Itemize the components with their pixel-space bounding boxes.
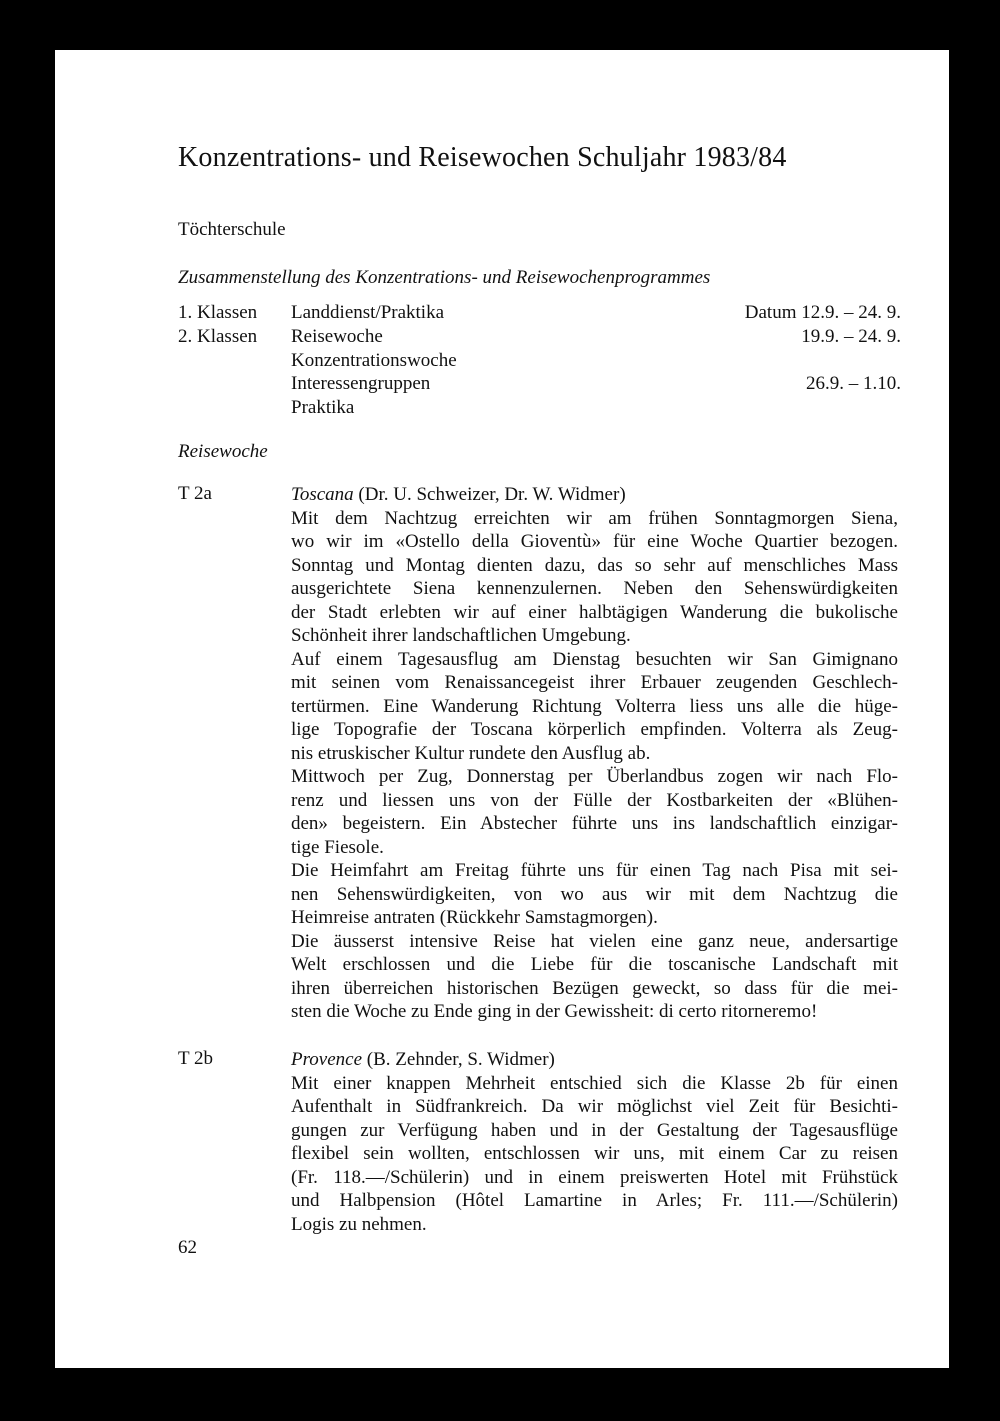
schedule-row (178, 397, 901, 421)
text-line: wo wir im «Ostello della Gioventù» für eine Woche Quartier bezogen. (291, 531, 898, 552)
text-line: ausgerichtete Siena kennenzulernen. Neben den Sehenswürdigkeiten (291, 578, 898, 599)
text-line: Sonntag und Montag dienten dazu, das so sehr auf menschliches Mass (291, 554, 898, 576)
schedule-row (178, 373, 901, 397)
school-name: Töchterschule (178, 219, 286, 240)
entry-destination: Toscana (291, 484, 354, 505)
schedule-activity: Landdienst/Praktika (291, 302, 445, 323)
schedule-row (178, 326, 901, 350)
entry-label: T 2b (178, 1048, 214, 1069)
schedule-date: 26.9. – 1.10. (806, 373, 901, 394)
text-line: Die äusserst intensive Reise hat vielen eine ganz neue, andersartige (291, 930, 898, 952)
program-subtitle: Zusammenstellung des Konzentrations- und Reisewochenprogrammes (178, 267, 711, 288)
text-line: gungen zur Verfügung haben und in der Gestaltung der Tagesausflüge (291, 1119, 898, 1141)
text-line: Mit dem Nachtzug erreichten wir am frühen Sonntagmorgen Siena, (291, 507, 898, 529)
section-heading-reisewoche: Reisewoche (178, 441, 268, 462)
entry-heading (291, 483, 898, 507)
entry-heading (291, 1048, 898, 1072)
schedule-activity: Reisewoche (291, 326, 383, 347)
schedule-row (178, 302, 901, 326)
text-line: der Stadt erlebten wir auf einer halbtägigen Wanderung die bukolische (291, 601, 898, 623)
document-page (55, 50, 949, 1368)
schedule-activity: Praktika (291, 397, 355, 418)
schedule-activity: Interessengruppen (291, 373, 431, 394)
text-line: Welt erschlossen und die Liebe für die toscanische Landschaft mit (291, 954, 898, 975)
page-title: Konzentrations- und Reisewochen Schuljahr 1983/84 (178, 142, 787, 173)
text-line: Heimreise antraten (Rückkehr Samstagmorgen). (291, 907, 658, 928)
schedule-class: 2. Klassen (178, 326, 258, 347)
text-line: sten die Woche zu Ende ging in der Gewissheit: di certo ritorneremo! (291, 1001, 818, 1022)
entry-body (291, 1048, 898, 1236)
text-line: renz und liessen uns von der Fülle der Kostbarkeiten der «Blühen- (291, 789, 898, 811)
text-line: tige Fiesole. (291, 836, 384, 858)
entry-body (291, 483, 898, 1024)
entry-label: T 2a (178, 483, 212, 504)
text-line: Aufenthalt in Südfrankreich. Da wir möglichst viel Zeit für Besichti- (291, 1096, 898, 1117)
text-line: Schönheit ihrer landschaftlichen Umgebung. (291, 625, 631, 646)
text-line: mit seinen vom Renaissancegeist ihrer Erbauer zeugenden Geschlech- (291, 672, 898, 693)
text-line: und Halbpension (Hôtel Lamartine in Arles; Fr. 111.—/Schülerin) (291, 1190, 898, 1211)
text-line: nis etruskischer Kultur rundete den Ausflug ab. (291, 742, 651, 764)
entry-leaders: (B. Zehnder, S. Widmer) (362, 1049, 555, 1070)
text-line: Mittwoch per Zug, Donnerstag per Überlandbus zogen wir nach Flo- (291, 766, 898, 787)
text-line: den» begeistern. Ein Abstecher führte uns ins landschaftlich einzigar- (291, 813, 898, 834)
entry-destination: Provence (291, 1049, 363, 1070)
schedule-class: 1. Klassen (178, 302, 258, 323)
text-line: (Fr. 118.—/Schülerin) und in einem preiswerten Hotel mit Frühstück (291, 1166, 898, 1188)
text-line: Logis zu nehmen. (291, 1213, 427, 1235)
text-line: lige Topografie der Toscana körperlich empfinden. Volterra als Zeug- (291, 719, 898, 740)
page-number: 62 (178, 1237, 197, 1258)
schedule-date: Datum 12.9. – 24. 9. (744, 302, 901, 323)
schedule-date: 19.9. – 24. 9. (801, 326, 901, 347)
text-line: Mit einer knappen Mehrheit entschied sich die Klasse 2b für einen (291, 1072, 898, 1094)
text-line: nen Sehenswürdigkeiten, von wo aus wir mit dem Nachtzug die (291, 883, 898, 905)
text-line: flexibel sein wollten, entschlossen wir uns, mit einem Car zu reisen (291, 1143, 898, 1164)
text-line: Die Heimfahrt am Freitag führte uns für einen Tag nach Pisa mit sei- (291, 860, 898, 881)
text-line: ihren überreichen historischen Bezügen geweckt, so dass für die mei- (291, 977, 898, 999)
text-line: Auf einem Tagesausflug am Dienstag besuchten wir San Gimignano (291, 648, 898, 670)
schedule-activity: Konzentrationswoche (291, 350, 457, 371)
text-line: tertürmen. Eine Wanderung Richtung Volterra liess uns alle die hüge- (291, 695, 898, 717)
schedule-row (178, 350, 901, 374)
entry-leaders: (Dr. U. Schweizer, Dr. W. Widmer) (353, 484, 626, 505)
